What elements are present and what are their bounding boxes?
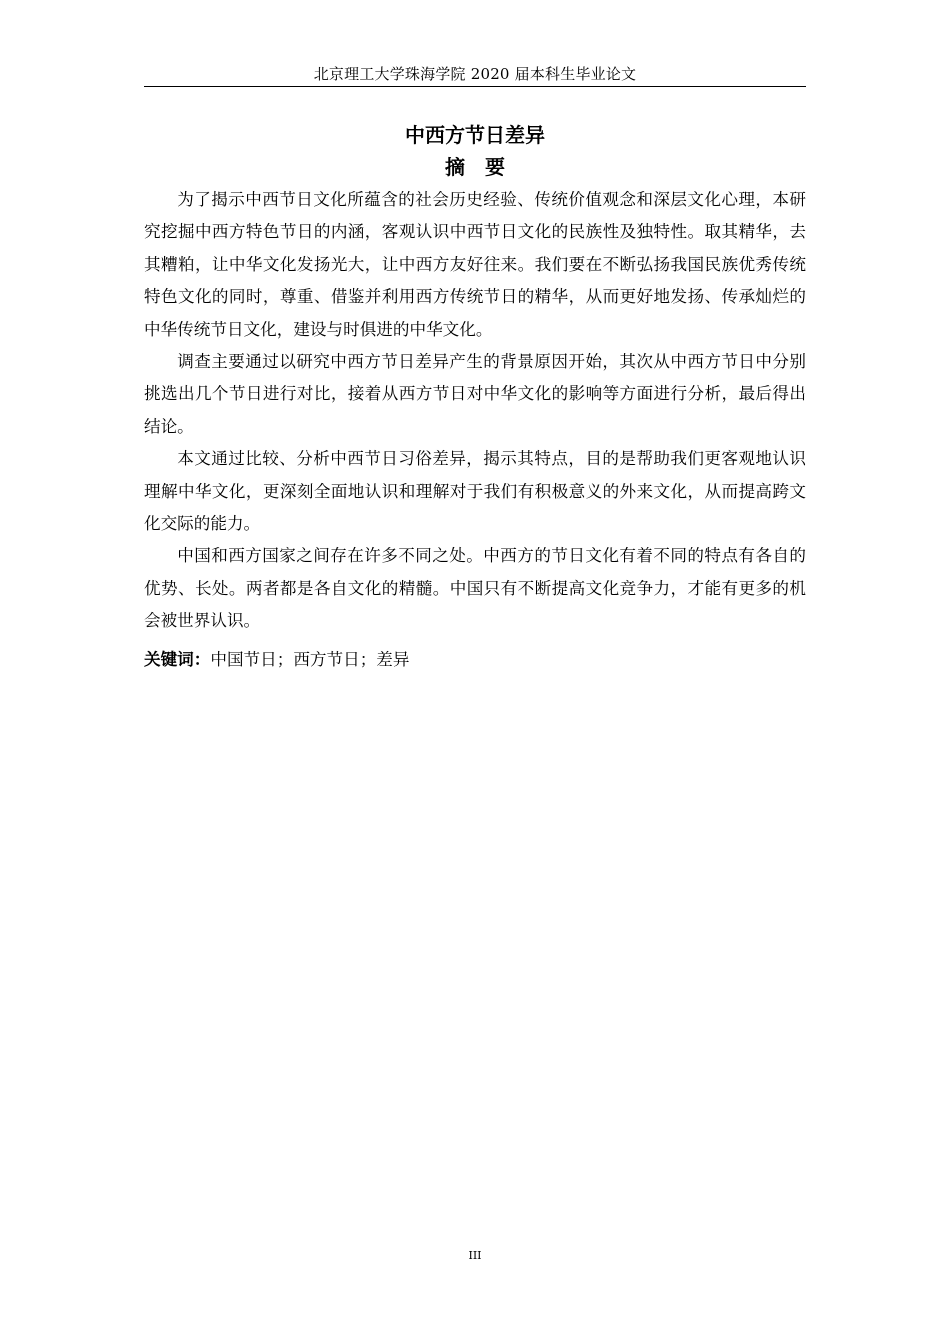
document-title: 中西方节日差异	[405, 123, 545, 147]
keywords-value: 中国节日；西方节日；差异	[210, 650, 410, 669]
keywords-label: 关键词：	[144, 650, 211, 669]
header-rule	[144, 86, 806, 87]
abstract-paragraph-4: 中国和西方国家之间存在许多不同之处。中西方的节日文化有着不同的特点有各自的优势、长处。两者都是各自文化的精髓。中国只有不断提高文化竞争力，才能有更多的机会被世界认识。	[144, 546, 806, 631]
abstract-paragraph-2: 调查主要通过以研究中西方节日差异产生的背景原因开始，其次从中西方节日中分别挑选出几个节日进行对比，接着从西方节日对中华文化的影响等方面进行分析，最后得出结论。	[144, 352, 806, 436]
page-number: III	[468, 1249, 482, 1262]
abstract-paragraph-1: 为了揭示中西节日文化所蕴含的社会历史经验、传统价值观念和深层文化心理，本研究挖掘中西方特色节日的内涵，客观认识中西节日文化的民族性及独特性。取其精华，去其糟粕，让中华文化发扬光大，让中西方友好往来。我们要在不断弘扬我国民族优秀传统特色文化的同时，尊重、借鉴并利用西方传统节日的精华，从而更好地发扬、传承灿烂的中华传统节日文化，建设与时俱进的中华文化。	[144, 190, 806, 339]
keywords-line	[144, 646, 806, 674]
abstract-heading: 摘要	[445, 155, 525, 179]
running-header: 北京理工大学珠海学院 2020 届本科生毕业论文	[313, 65, 637, 83]
abstract-paragraph-3: 本文通过比较、分析中西节日习俗差异，揭示其特点，目的是帮助我们更客观地认识理解中华文化，更深刻全面地认识和理解对于我们有积极意义的外来文化，从而提高跨文化交际的能力。	[144, 449, 806, 534]
abstract-body	[144, 184, 806, 638]
